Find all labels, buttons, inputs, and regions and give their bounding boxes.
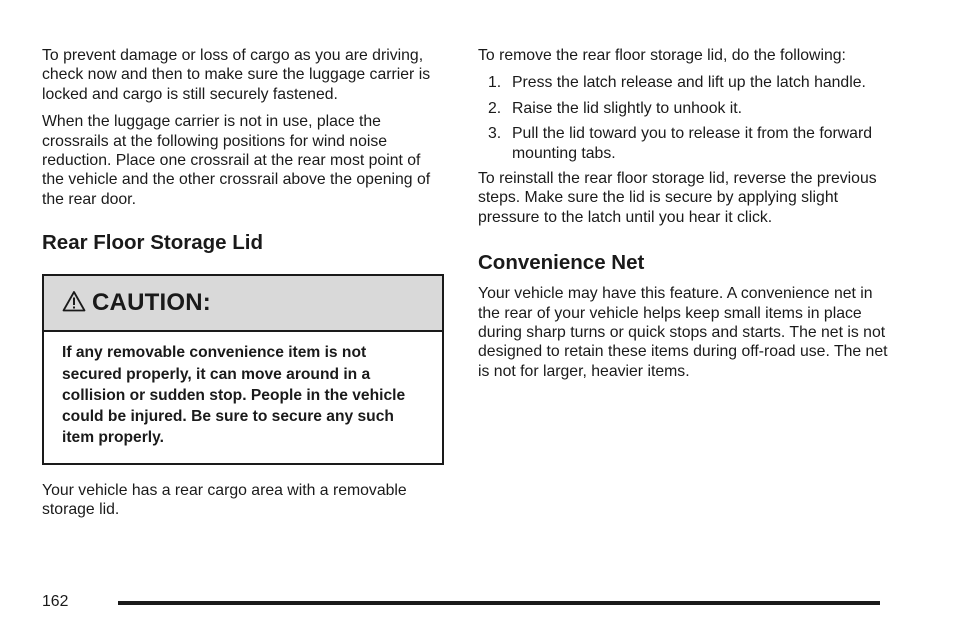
list-item: 3. Pull the lid toward you to release it from the forward mounting tabs.: [488, 125, 872, 162]
luggage-cargo-paragraph: To prevent damage or loss of cargo as you are driving, check now and then to make sure the luggage carrier is locked and cargo is still securely fastened.: [42, 47, 431, 103]
caution-header: [44, 276, 442, 332]
page-footer: [42, 593, 882, 613]
right-column: [478, 46, 888, 389]
convenience-net-paragraph: Your vehicle may have this feature. A convenience net in the rear of your vehicle helps keep small items in place during sharp turns or quick stops and starts. The net is not designed to retain these items during off-road use. The net is not for larger, heavier items.: [478, 285, 888, 380]
warning-triangle-icon: [62, 290, 86, 312]
left-column: [42, 46, 444, 528]
list-item: 2. Raise the lid slightly to unhook it.: [488, 99, 743, 117]
rear-cargo-paragraph: Your vehicle has a rear cargo area with a removable storage lid.: [42, 481, 407, 519]
caution-text: If any removable convenience item is not secured properly, it can move around in a collision or sudden stop. People in the vehicle could be injured. Be sure to secure any such item properly.: [62, 344, 406, 447]
caution-title: CAUTION:: [92, 289, 211, 317]
remove-lid-steps: [478, 73, 888, 163]
rear-floor-storage-heading: Rear Floor Storage Lid: [42, 231, 263, 255]
list-item: 1. Press the latch release and lift up the latch handle.: [488, 74, 866, 92]
reinstall-paragraph: To reinstall the rear floor storage lid, reverse the previous steps. Make sure the lid is secure by applying slight pressure to the latch until you hear it click.: [478, 170, 877, 226]
footer-rule: [118, 601, 880, 605]
crossrail-paragraph: When the luggage carrier is not in use, place the crossrails at the following positions for wind noise reduction. Place one crossrail at the rear most point of the vehicle and the other crossrail above the opening of the rear door.: [42, 113, 431, 208]
remove-lid-intro: To remove the rear floor storage lid, do the following:: [478, 47, 846, 64]
caution-box: [42, 274, 444, 464]
convenience-net-heading: Convenience Net: [478, 251, 645, 275]
page-number: 162: [42, 593, 69, 610]
